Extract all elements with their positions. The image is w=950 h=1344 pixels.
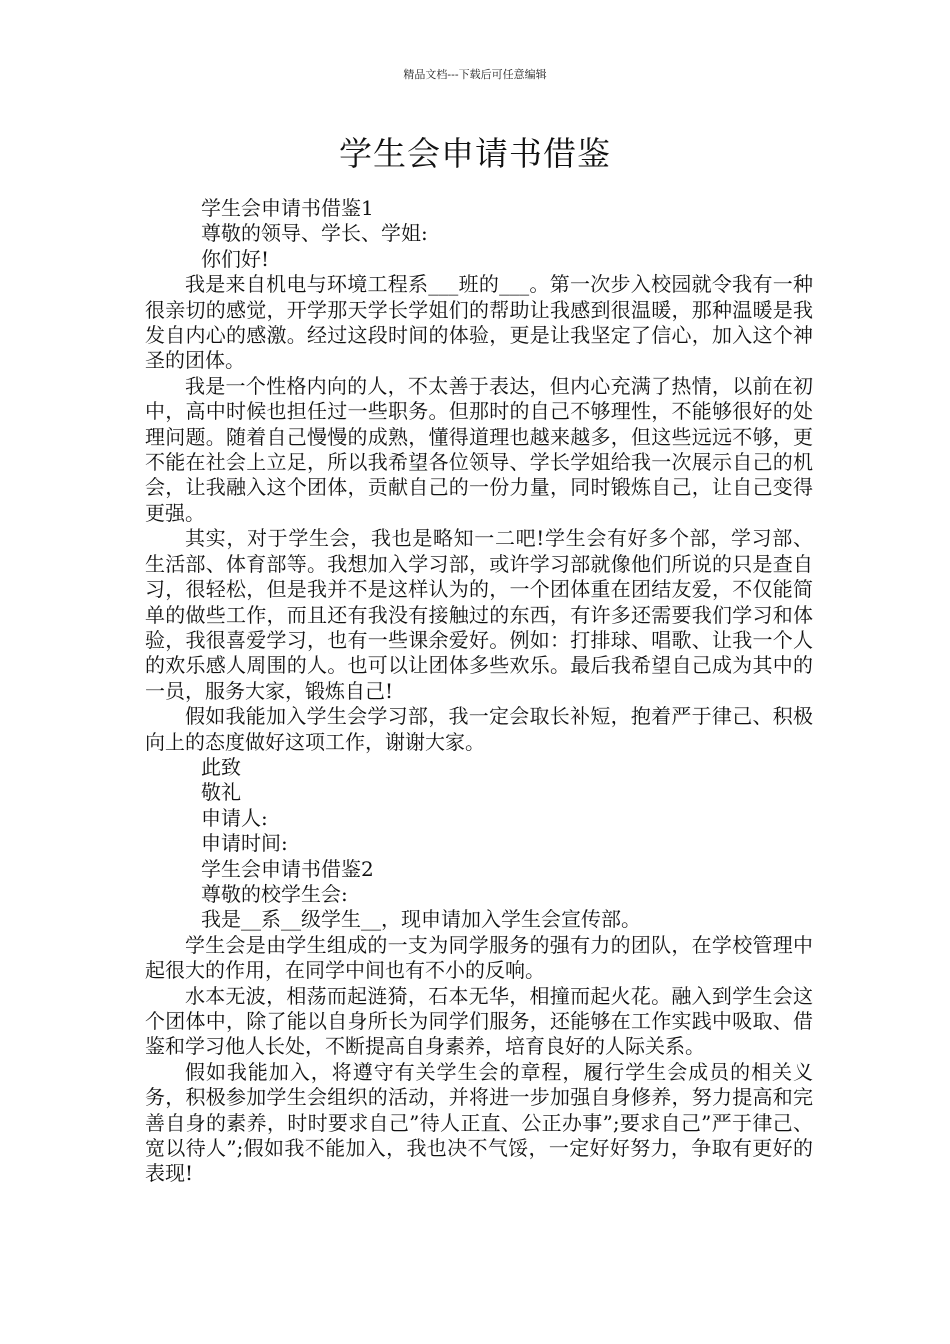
document-title: 学生会申请书借鉴	[339, 134, 611, 173]
greeting: 你们好!	[201, 246, 270, 271]
paragraph: 我是来自机电与环境工程系___班的___。第一次步入校园就令我有一种很亲切的感觉，开学那天学长学姐们的帮助让我感到很温暖，那种温暖是我发自内心的感激。经过这段时间的体验，更是让我坚定了信心，加入这个神圣的团体。	[145, 272, 813, 373]
document-body	[145, 196, 813, 1187]
salutation: 尊敬的校学生会:	[201, 881, 348, 906]
section-heading-1: 学生会申请书借鉴1	[201, 196, 374, 220]
paragraph: 我是一个性格内向的人，不太善于表达，但内心充满了热情，以前在初中，高中时候也担任过一些职务。但那时的自己不够理性，不能够很好的处理问题。随着自己慢慢的成熟，懂得道理也越来越多，但这些远远不够，更不能在社会上立足，所以我希望各位领导、学长学姐给我一次展示自己的机会，让我融入这个团体，贡献自己的一份力量，同时锻炼自己，让自己变得更强。	[145, 373, 813, 525]
section-heading-2: 学生会申请书借鉴2	[201, 856, 374, 881]
paragraph: 水本无波，相荡而起涟猗，石本无华，相撞而起火花。融入到学生会这个团体中，除了能以自身所长为同学们服务，还能够在工作实践中吸取、借鉴和学习他人长处，不断提高自身素养，培育良好的人际关系。	[145, 983, 813, 1059]
paragraph: 假如我能加入，将遵守有关学生会的章程，履行学生会成员的相关义务，积极参加学生会组织的活动，并将进一步加强自身修养，努力提高和完善自身的素养，时时要求自己”待人正直、公正办事”;要求自己”严于律己、宽以待人”;假如我不能加入，我也决不气馁，一定好好努力，争取有更好的表现!	[145, 1059, 813, 1186]
paragraph: 学生会是由学生组成的一支为同学服务的强有力的团队，在学校管理中起很大的作用，在同学中间也有不小的反响。	[145, 932, 813, 983]
paragraph: 其实，对于学生会，我也是略知一二吧!学生会有好多个部，学习部、生活部、体育部等。我想加入学习部，或许学习部就像他们所说的只是查自习，很轻松，但是我并不是这样认为的，一个团体重在团结友爱，不仅能简单的做些工作，而且还有我没有接触过的东西，有许多还需要我们学习和体验，我很喜爱学习，也有一些课余爱好。例如：打排球、唱歌、让我一个人的欢乐感人周围的人。也可以让团体多些欢乐。最后我希望自己成为其中的一员，服务大家，锻炼自己!	[145, 526, 813, 703]
closing-line: 此致	[201, 754, 241, 779]
applicant-line: 申请人:	[201, 805, 268, 830]
page-header: 精品文档---下载后可任意编辑	[403, 68, 547, 81]
closing-line: 敬礼	[201, 780, 241, 805]
paragraph: 假如我能加入学生会学习部，我一定会取长补短，抱着严于律己、积极向上的态度做好这项工作，谢谢大家。	[145, 704, 813, 754]
date-line: 申请时间:	[201, 831, 288, 856]
salutation: 尊敬的领导、学长、学姐:	[201, 221, 428, 246]
intro-line: 我是__系__级学生__，现申请加入学生会宣传部。	[201, 907, 641, 932]
